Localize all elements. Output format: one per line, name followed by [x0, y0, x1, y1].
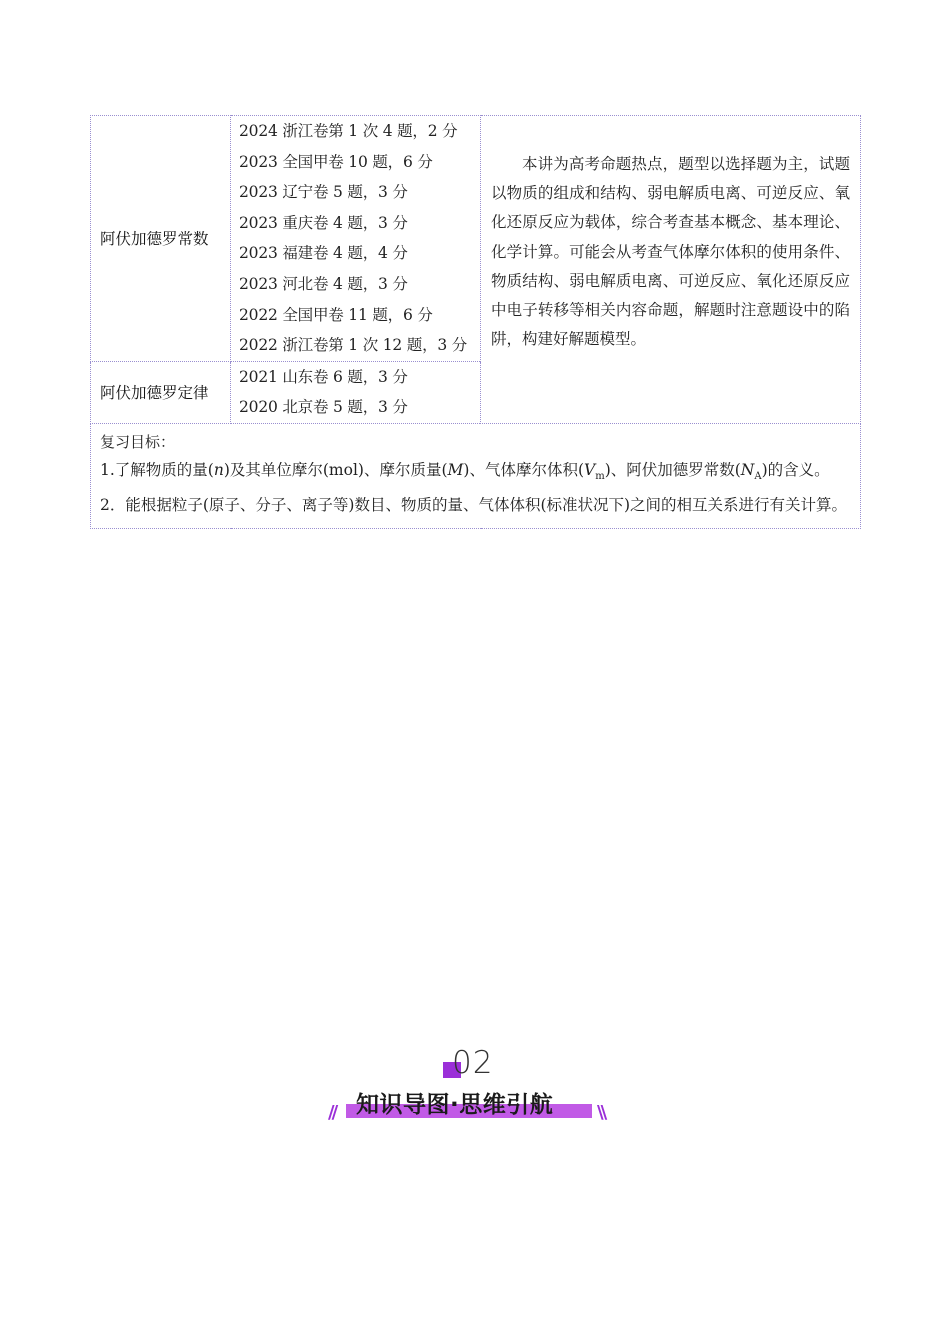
list-item: 2024 浙江卷第 1 次 4 题，2 分: [239, 122, 458, 140]
section-heading: [0, 1040, 950, 1130]
goals-title: 复习目标：: [100, 432, 176, 451]
symbol-N: N: [740, 460, 755, 479]
goal-1-text: )、气体摩尔体积(: [463, 460, 584, 479]
backslash-decoration-icon: \\: [597, 1102, 605, 1123]
exam-items-cell: [231, 116, 481, 362]
list-item: 2023 辽宁卷 5 题，3 分: [239, 183, 408, 202]
topic-label: 阿伏加德罗定律: [91, 361, 231, 423]
goal-1: [100, 456, 852, 491]
list-item: 2022 全国甲卷 11 题，6 分: [239, 305, 433, 324]
symbol-N-subscript: A: [754, 471, 762, 483]
list-item: 2020 北京卷 5 题，3 分: [239, 398, 408, 417]
symbol-V: V: [584, 460, 596, 479]
symbol-V-subscript: m: [595, 471, 605, 483]
exam-items-cell: [231, 361, 481, 423]
list-item: 2022 浙江卷第 1 次 12 题，3 分: [239, 336, 468, 355]
table-row: [91, 423, 861, 528]
review-goals-cell: [91, 423, 861, 528]
goal-1-text: )的含义。: [761, 460, 830, 479]
table-row: [91, 116, 861, 362]
section-title: 知识导图·思维引航: [356, 1092, 554, 1118]
exam-items-list: [231, 362, 480, 423]
symbol-n: n: [213, 460, 224, 479]
goal-1-text: 1.了解物质的量(: [100, 460, 214, 479]
symbol-M: M: [447, 460, 464, 479]
goal-1-text: )及其单位摩尔(mol)、摩尔质量(: [223, 460, 448, 479]
list-item: 2023 河北卷 4 题，3 分: [239, 274, 408, 293]
goal-2: 2．能根据粒子(原子、分子、离子等)数目、物质的量、气体体积(标准状况下)之间的相互关系进行有关计算。: [100, 496, 848, 515]
slash-decoration-icon: //: [328, 1102, 336, 1123]
list-item: 2023 全国甲卷 10 题，6 分: [239, 152, 433, 171]
topic-label: 阿伏加德罗常数: [91, 116, 231, 362]
description-text: 本讲为高考命题热点，题型以选择题为主，试题以物质的组成和结构、弱电解质电离、可逆反应、氧化还原反应为载体，综合考查基本概念、基本理论、化学计算。可能会从考查气体摩尔体积的使用条件、物质结构、弱电解质电离、可逆反应、氧化还原反应中电子转移等相关内容命题，解题时注意题设中的陷阱，构建好解题模型。: [491, 155, 850, 349]
section-number: 02: [452, 1045, 494, 1081]
list-item: 2023 重庆卷 4 题，3 分: [239, 213, 408, 232]
goal-1-text: )、阿伏加德罗常数(: [604, 460, 741, 479]
exam-analysis-table: [90, 115, 861, 529]
list-item: 2021 山东卷 6 题，3 分: [239, 367, 408, 386]
list-item: 2023 福建卷 4 题，4 分: [239, 244, 408, 263]
description-cell: [481, 116, 861, 424]
exam-items-list: [231, 116, 480, 361]
